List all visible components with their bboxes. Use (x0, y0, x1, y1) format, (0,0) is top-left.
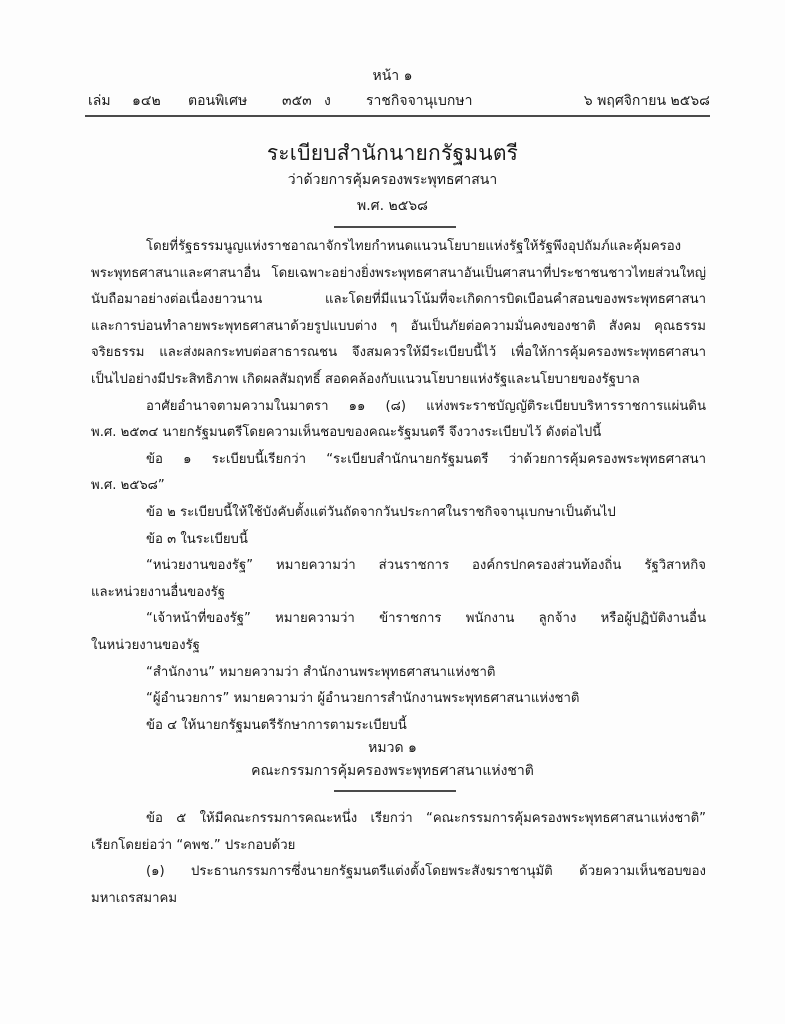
preamble-line: และการบ่อนทำลายพระพุทธศาสนาด้วยรูปแบบต่าง ๆ อันเป็นภัยต่อความมั่นคงของชาติ สังคม คุณธรรม (91, 318, 706, 334)
preamble-line: นับถือมาอย่างต่อเนื่องยาวนาน และโดยที่มีแนวโน้มที่จะเกิดการบิดเบือนคำสอนของพระพุทธศาสนา (91, 292, 706, 308)
preamble-line: โดยที่รัฐธรรมนูญแห่งราชอาณาจักรไทยกำหนดแนวนโยบายแห่งรัฐให้รัฐพึงอุปถัมภ์และคุ้มครอง (146, 239, 682, 254)
chapter-number: หมวด ๑ (368, 740, 417, 756)
authority-line: อาศัยอำนาจตามความในมาตรา ๑๑ (๘) แห่งพระราชบัญญัติระเบียบบริหารราชการแผ่นดิน (146, 398, 706, 414)
article-3-line: ข้อ ๓ ในระเบียบนี้ (146, 531, 248, 547)
issue-label: ตอนพิเศษ (188, 93, 248, 109)
definition-line: “หน่วยงานของรัฐ” หมายความว่า ส่วนราชการ องค์กรปกครองส่วนท้องถิ่น รัฐวิสาหกิจ (146, 558, 706, 574)
preamble-line: จริยธรรม และส่งผลกระทบต่อสาธารณชน จึงสมควรให้มีระเบียบนี้ไว้ เพื่อให้การคุ้มครองพระพุทธศาสนา (91, 345, 706, 361)
authority-line: พ.ศ. ๒๕๓๔ นายกรัฐมนตรีโดยความเห็นชอบของคณะรัฐมนตรี จึงวางระเบียบไว้ ดังต่อไปนี้ (91, 425, 602, 441)
definition-line: “สำนักงาน” หมายความว่า สำนักงานพระพุทธศาสนาแห่งชาติ (146, 664, 496, 680)
header-divider (85, 115, 710, 117)
gazette-name: ราชกิจจานุเบกษา (366, 93, 473, 109)
page-number: หน้า ๑ (372, 68, 413, 84)
chapter-title: คณะกรรมการคุ้มครองพระพุทธศาสนาแห่งชาติ (251, 763, 534, 779)
article-2-line: ข้อ ๒ ระเบียบนี้ให้ใช้บังคับตั้งแต่วันถัดจากวันประกาศในราชกิจจานุเบกษาเป็นต้นไป (146, 505, 616, 520)
preamble-line: เป็นไปอย่างมีประสิทธิภาพ เกิดผลสัมฤทธิ์ สอดคล้องกับแนวนโยบายแห่งรัฐและนโยบายของรัฐบาล (91, 372, 640, 387)
article-4-line: ข้อ ๔ ให้นายกรัฐมนตรีรักษาการตามระเบียบนี้ (146, 717, 407, 733)
preamble-line: พระพุทธศาสนาและศาสนาอื่น โดยเฉพาะอย่างยิ่งพระพุทธศาสนาอันเป็นศาสนาที่ประชาชนชาวไทยส่วนใหญ่ (91, 265, 706, 281)
volume-number: ๑๔๒ (132, 93, 161, 109)
article-1-line: ข้อ ๑ ระเบียบนี้เรียกว่า “ระเบียบสำนักนายกรัฐมนตรี ว่าด้วยการคุ้มครองพระพุทธศาสนา (146, 451, 706, 467)
definition-line: และหน่วยงานอื่นของรัฐ (91, 584, 226, 600)
article-5-item-line: (๑) ประธานกรรมการซึ่งนายกรัฐมนตรีแต่งตั้งโดยพระสังฆราชานุมัติ ด้วยความเห็นชอบของ (146, 864, 706, 880)
publication-date: ๖ พฤศจิกายน ๒๕๖๘ (583, 93, 710, 109)
document-title: ระเบียบสำนักนายกรัฐมนตรี (266, 141, 519, 165)
gazette-header (88, 90, 710, 112)
definition-line: ในหน่วยงานของรัฐ (91, 638, 200, 653)
volume-label: เล่ม (88, 93, 111, 109)
article-1-line: พ.ศ. ๒๕๖๘” (91, 478, 165, 494)
issue-suffix: ง (324, 93, 331, 109)
definition-line: “เจ้าหน้าที่ของรัฐ” หมายความว่า ข้าราชการ พนักงาน ลูกจ้าง หรือผู้ปฏิบัติงานอื่น (146, 611, 706, 627)
title-divider (334, 226, 456, 228)
issue-number: ๓๕๓ (282, 93, 312, 109)
article-5-item-line: มหาเถรสมาคม (91, 890, 178, 906)
document-year: พ.ศ. ๒๕๖๘ (357, 198, 428, 214)
article-5-line: เรียกโดยย่อว่า “คพช.” ประกอบด้วย (91, 837, 296, 853)
article-5-line: ข้อ ๕ ให้มีคณะกรรมการคณะหนึ่ง เรียกว่า “คณะกรรมการคุ้มครองพระพุทธศาสนาแห่งชาติ” (146, 811, 706, 826)
definition-line: “ผู้อำนวยการ” หมายความว่า ผู้อำนวยการสำนักงานพระพุทธศาสนาแห่งชาติ (146, 691, 580, 707)
document-subtitle: ว่าด้วยการคุ้มครองพระพุทธศาสนา (287, 172, 498, 188)
chapter-divider (334, 790, 456, 792)
